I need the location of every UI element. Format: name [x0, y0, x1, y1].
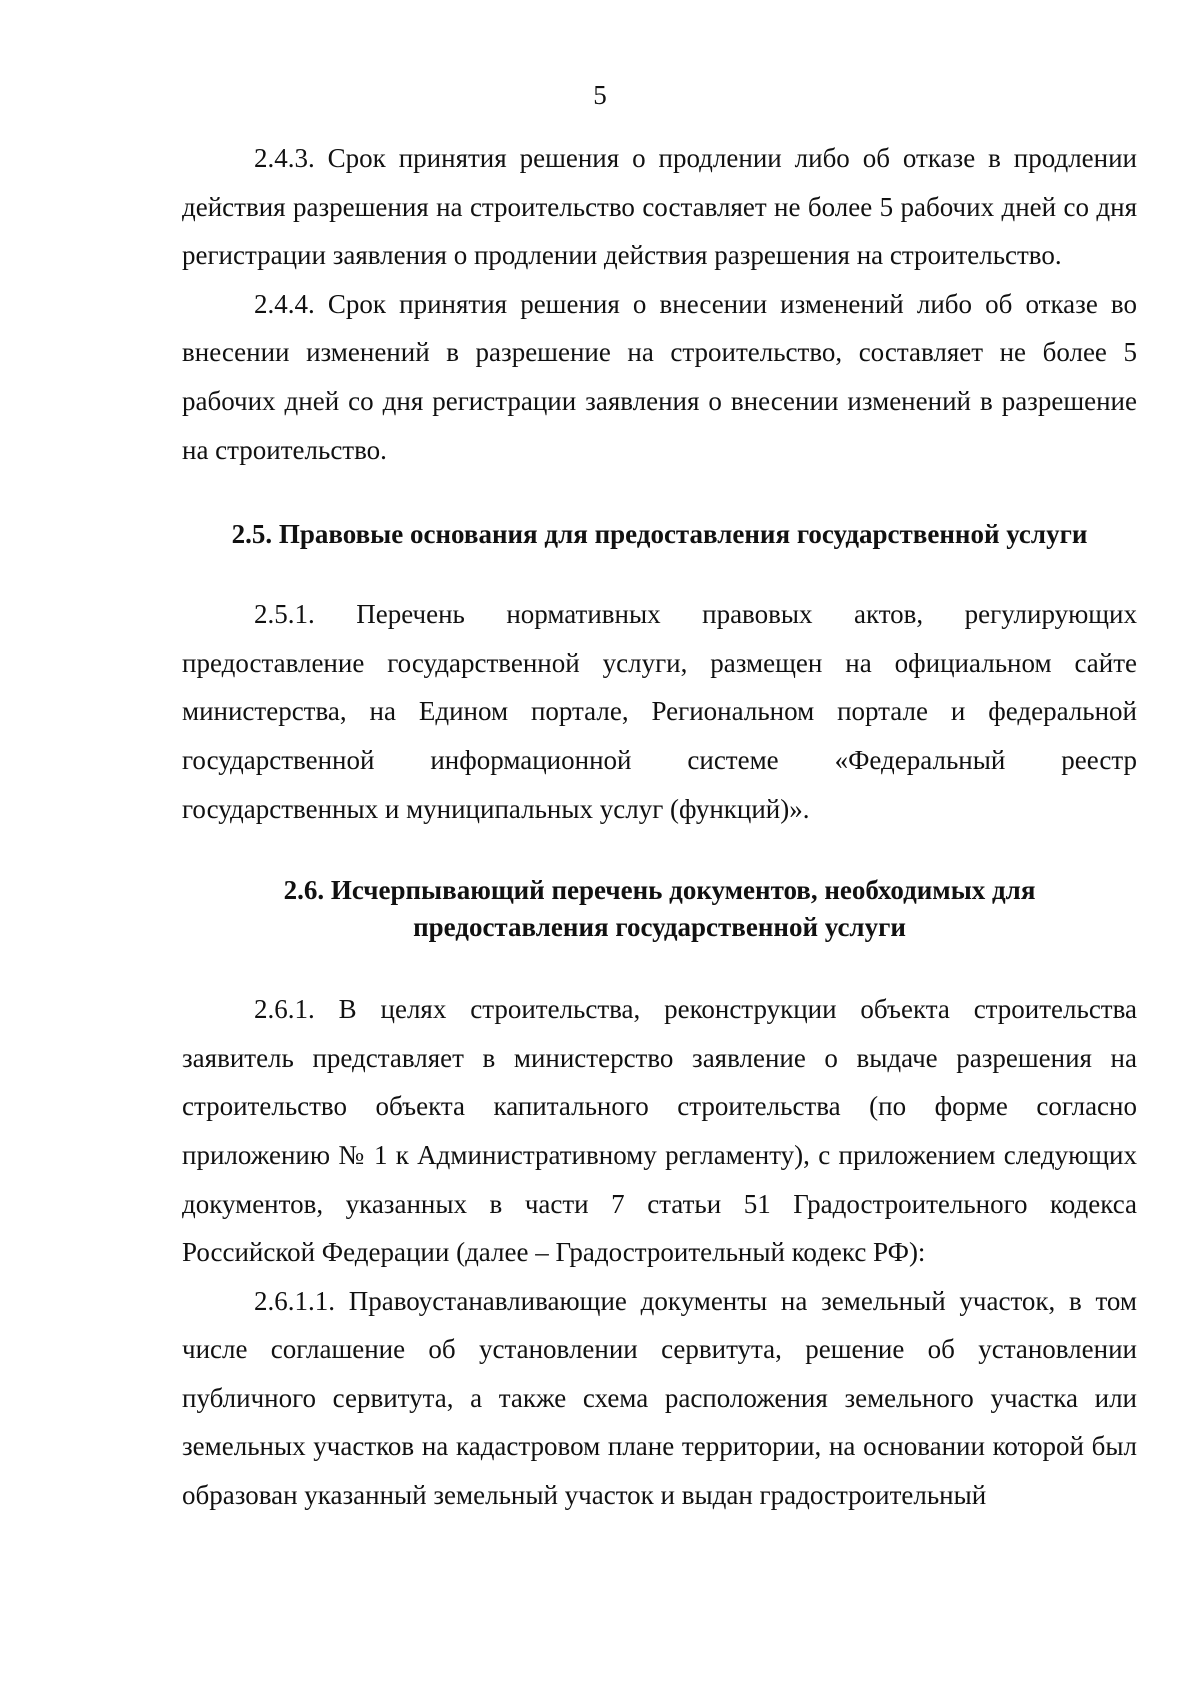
section-heading-2-5: 2.5. Правовые основания для предоставления государственной услуги — [231, 519, 1088, 550]
section-heading-2-6-line-2: предоставления государственной услуги — [413, 912, 906, 943]
paragraph-2-6-1: 2.6.1. В целях строительства, реконструкции объекта строительства заявитель представляет в министерство заявление о выдаче разрешения на строительство объекта капитального строительства (по форме согласно приложению № 1 к Административному регламенту), с приложением следующих документов, указанных в части 7 статьи 51 Градостроительного кодекса Российской Федерации (далее – Градостроительный кодекс РФ): — [182, 994, 1137, 1268]
section-heading-2-6 — [182, 872, 1137, 946]
page-number: 5 — [593, 80, 607, 110]
paragraph-2-6-1-1: 2.6.1.1. Правоустанавливающие документы на земельный участок, в том числе соглашение об установлении сервитута, решение об установлении публичного сервитута, а также схема расположения земельного участка или земельных участков на кадастровом плане территории, на основании которой был образован указанный земельный участок и выдан градостроительный — [182, 1285, 1137, 1511]
paragraph-2-4-4: 2.4.4. Срок принятия решения о внесении изменений либо об отказе во внесении изменений в разрешение на строительство, составляет не более 5 рабочих дней со дня регистрации заявления о внесении изменений в разрешение на строительство. — [182, 288, 1137, 465]
section-heading-2-6-line-1: 2.6. Исчерпывающий перечень документов, необходимых для — [283, 875, 1036, 906]
paragraph-2-5-1: 2.5.1. Перечень нормативных правовых актов, регулирующих предоставление государственной услуги, размещен на официальном сайте министерства, на Едином портале, Региональном портале и федеральной государственной информационной системе «Федеральный реестр государственных и муниципальных услуг (функций)». — [182, 599, 1137, 824]
paragraph-2-4-3: 2.4.3. Срок принятия решения о продлении либо об отказе в продлении действия разрешения на строительство составляет не более 5 рабочих дней со дня регистрации заявления о продлении действия разрешения на строительство. — [182, 143, 1137, 271]
document-body — [182, 134, 1137, 1520]
